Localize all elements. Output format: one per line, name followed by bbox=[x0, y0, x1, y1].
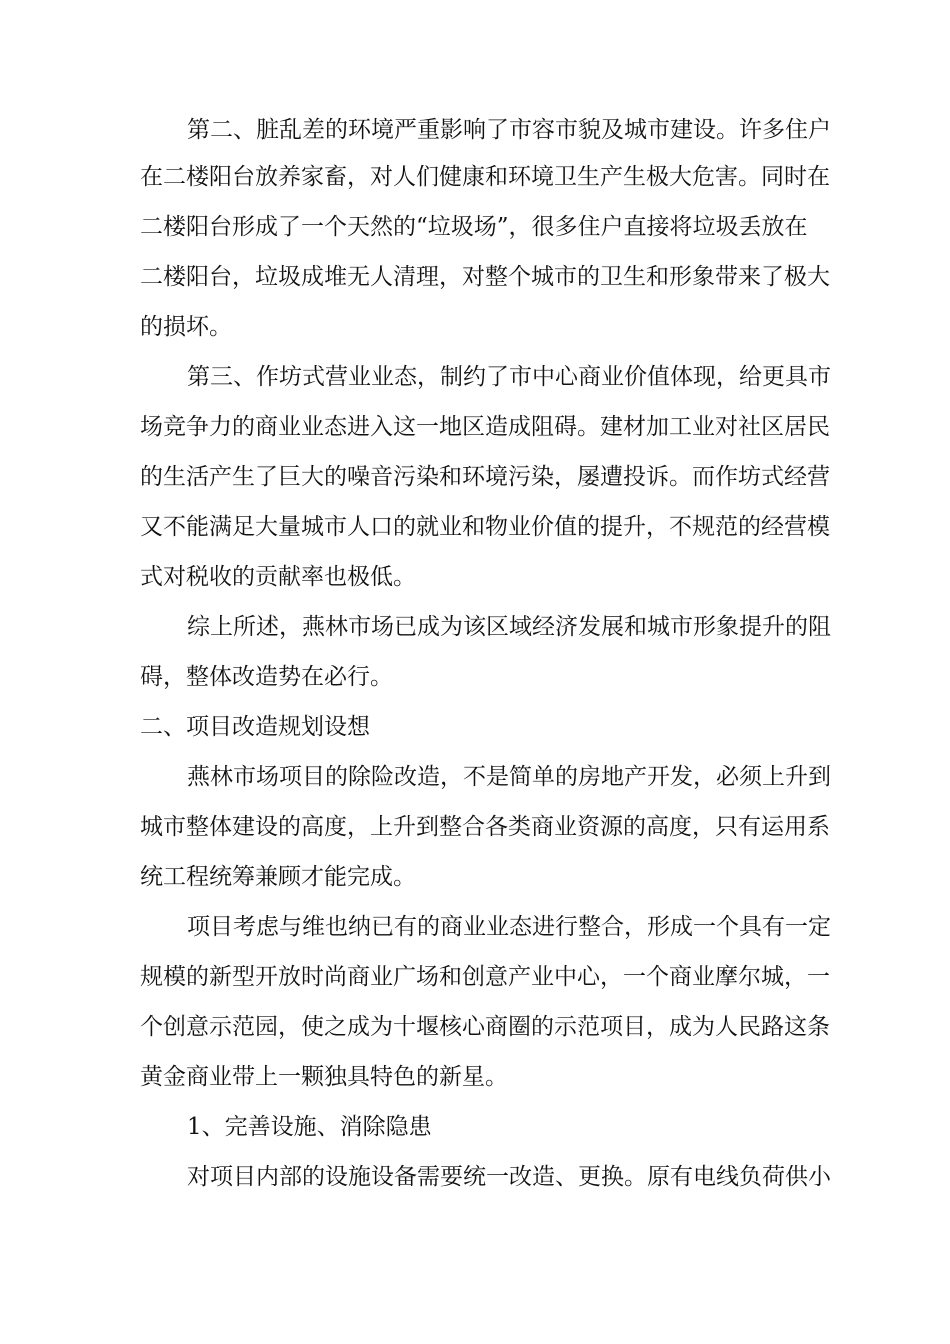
paragraph-line: 综上所述，燕林市场已成为该区域经济发展和城市形象提升的阻 bbox=[187, 614, 831, 640]
section-heading: 二、项目改造规划设想 bbox=[140, 714, 370, 740]
paragraph-line: 对项目内部的设施设备需要统一改造、更换。原有电线负荷供小 bbox=[187, 1164, 831, 1190]
paragraph-line: 黄金商业带上一颗独具特色的新星。 bbox=[140, 1064, 508, 1090]
paragraph-line: 式对税收的贡献率也极低。 bbox=[140, 564, 416, 590]
paragraph-line: 二楼阳台形成了一个天然的“垃圾场”，很多住户直接将垃圾丢放在 bbox=[140, 214, 808, 240]
paragraph-line: 碍，整体改造势在必行。 bbox=[140, 664, 393, 690]
paragraph-line: 的损坏。 bbox=[140, 314, 232, 340]
paragraph-line: 场竞争力的商业业态进入这一地区造成阻碍。建材加工业对社区居民 bbox=[140, 414, 830, 440]
paragraph-line: 燕林市场项目的除险改造，不是简单的房地产开发，必须上升到 bbox=[187, 764, 831, 790]
paragraph-line: 在二楼阳台放养家畜，对人们健康和环境卫生产生极大危害。同时在 bbox=[140, 164, 830, 190]
paragraph-line: 项目考虑与维也纳已有的商业业态进行整合，形成一个具有一定 bbox=[187, 914, 831, 940]
paragraph-line: 第二、脏乱差的环境严重影响了市容市貌及城市建设。许多住户 bbox=[187, 117, 831, 143]
subsection-heading: 1、完善设施、消除隐患 bbox=[187, 1114, 432, 1140]
paragraph-line: 又不能满足大量城市人口的就业和物业价值的提升，不规范的经营模 bbox=[140, 514, 830, 540]
paragraph-line: 的生活产生了巨大的噪音污染和环境污染，屡遭投诉。而作坊式经营 bbox=[140, 464, 830, 490]
paragraph-line: 规模的新型开放时尚商业广场和创意产业中心，一个商业摩尔城，一 bbox=[140, 964, 830, 990]
paragraph-line: 统工程统筹兼顾才能完成。 bbox=[140, 864, 416, 890]
paragraph-line: 城市整体建设的高度，上升到整合各类商业资源的高度，只有运用系 bbox=[140, 814, 830, 840]
paragraph-line: 二楼阳台，垃圾成堆无人清理，对整个城市的卫生和形象带来了极大 bbox=[140, 264, 830, 290]
paragraph-line: 个创意示范园，使之成为十堰核心商圈的示范项目，成为人民路这条 bbox=[140, 1014, 830, 1040]
paragraph-line: 第三、作坊式营业业态，制约了市中心商业价值体现，给更具市 bbox=[187, 364, 831, 390]
